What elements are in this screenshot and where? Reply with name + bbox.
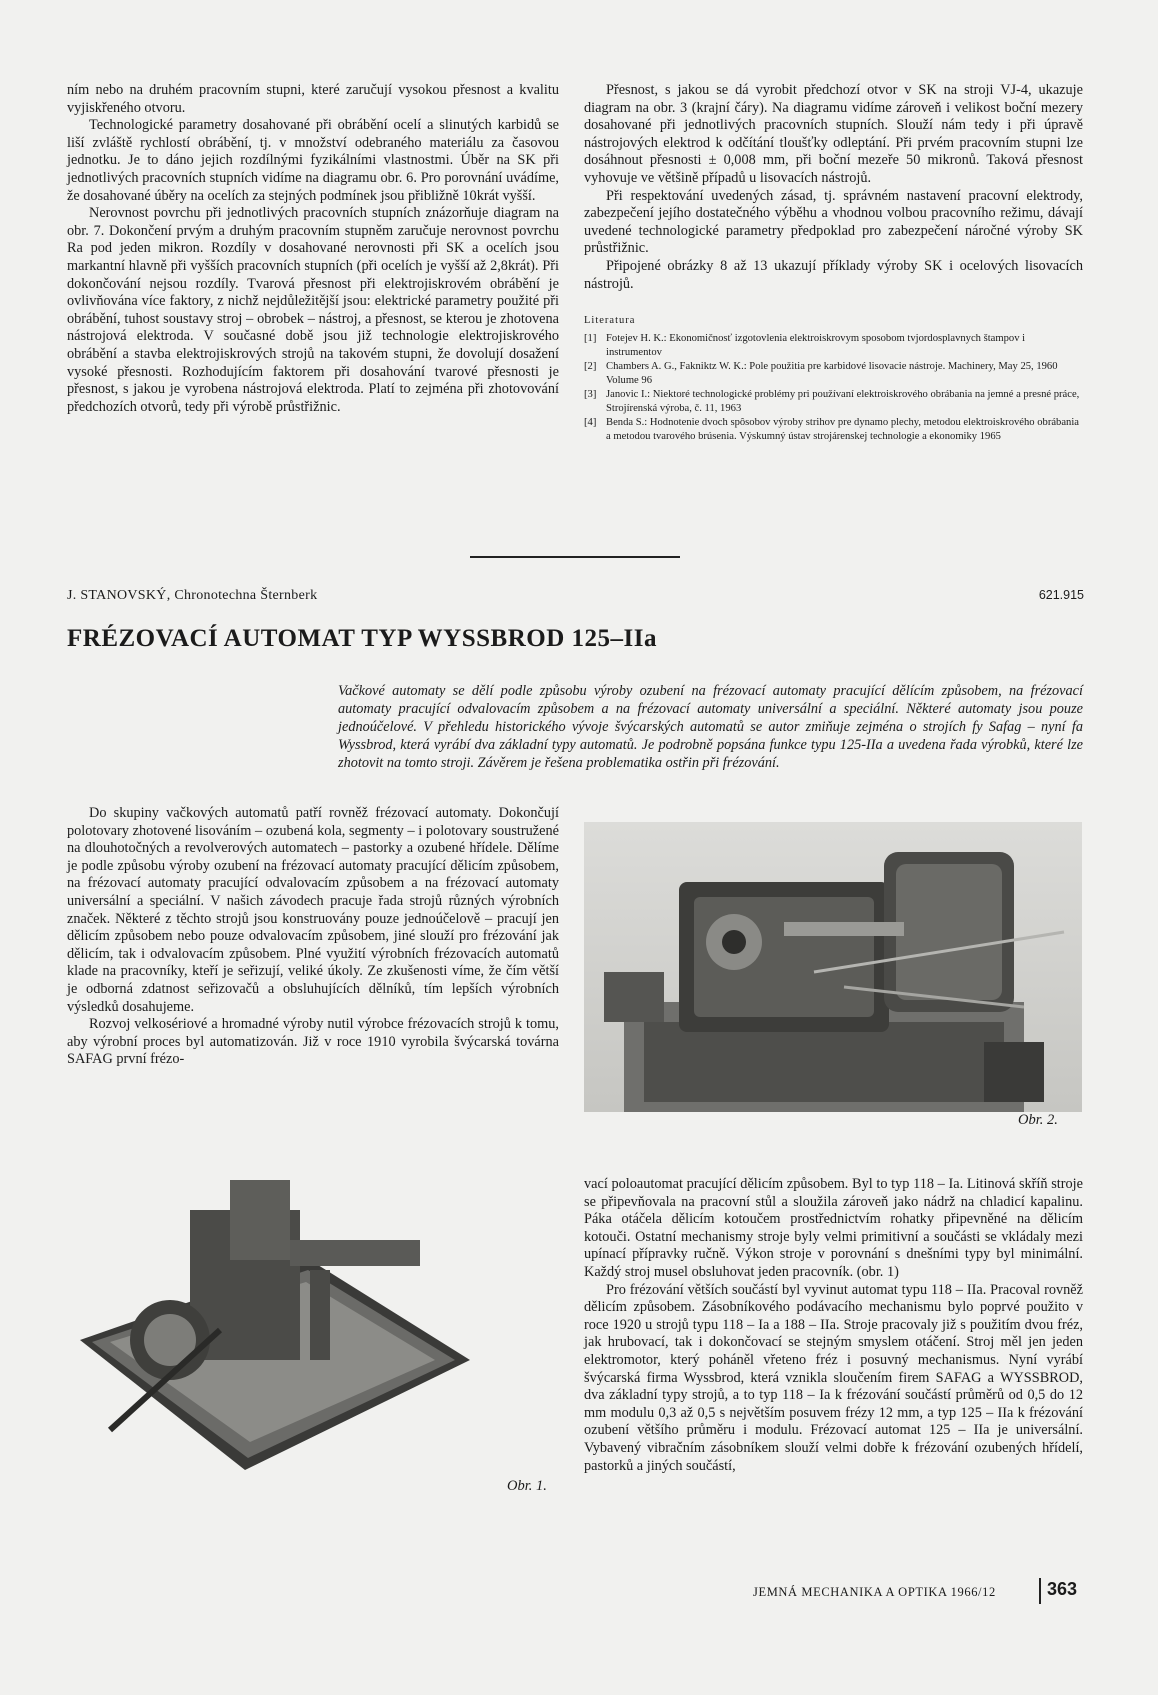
reference-item — [584, 388, 1083, 415]
udc-code: 621.915 — [1038, 588, 1084, 602]
top-left-column — [67, 82, 559, 416]
references-heading: Literatura — [584, 315, 636, 327]
reference-text: Janovic I.: Niektoré technologické problémy pri používaní elektroiskrového obrábania na jemné a presné práce, Strojírenská výroba, č. 11, 1963 — [606, 389, 1080, 414]
reference-number: [2] — [584, 361, 597, 373]
article-abstract: Vačkové automaty se dělí podle způsobu výroby ozubení na frézovací automaty pracující dělícím způsobem, na frézovací automaty pracující odvalovacím způsobem a na frézovací automaty universální a speciální. Některé automaty jsou pouze jednoúčelové. V přehledu historického vývoje švýcarských automatů se autor zmiňuje zejména o strojích fy Safag – nyní fa Wyssbrod, která vyrábí dva základní typy automatů. Je podrobně popsána funkce typu 125-IIa a uvedena řada výrobků, které lze zhotovit na tomto stroji. Závěrem je řešena problematika ostřin při frézování. — [338, 683, 1083, 771]
section-divider — [470, 556, 680, 558]
paragraph: Rozvoj velkosériové a hromadné výroby nutil výrobce frézovacích strojů k tomu, aby výrobní proces byl automatizován. Již v roce 1910 vyrobila švýcarská továrna SAFAG první frézo- — [67, 1016, 559, 1068]
paragraph: Technologické parametry dosahované při obrábění ocelí a slinutých karbidů se liší zvláště rychlostí obrábění, tj. v množství odebraného materiálu za časovou jednotku. Je to dáno jejich rozdílnými fyzikálními vlastnostmi. Úběr na SK při jednotlivých pracovních stupních vidíme na diagramu obr. 6. Pro porovnání uvádíme, že dosahované úběry na ocelích za stejných podmínek jsou přibližně 10krát vyšší. — [67, 117, 559, 204]
machine-photo-figure-2 — [584, 822, 1082, 1112]
reference-number: [1] — [584, 333, 597, 345]
milling-machine-illustration — [584, 822, 1082, 1112]
reference-text: Chambers A. G., Fakniktz W. K.: Pole použitia pre karbidové lisovacie nástroje. Machinery, May 25, 1960 Volume 96 — [606, 361, 1058, 386]
page-number: 363 — [1047, 1579, 1078, 1599]
body-left-column — [67, 805, 559, 1069]
machine-photo-figure-1 — [70, 1170, 470, 1475]
author-byline: J. STANOVSKÝ, Chronotechna Šternberk — [67, 588, 318, 603]
reference-number: [3] — [584, 389, 597, 401]
reference-item — [584, 416, 1083, 443]
paragraph: Do skupiny vačkových automatů patří rovněž frézovací automaty. Dokončují polotovary zhotovené lisováním – ozubená kola, segmenty – i polotovary soustružené na dlouhotočných a revolverových automatech – pastorky a ozubené hřídele. Dělíme je podle způsobu výroby ozubení na frézovací automaty pracující dělicím způsobem, na frézovací automaty pracující odvalovacím způsobem a na frézovací automaty universální a speciální. V našich závodech pracuje řada strojů různých výrobních značek. Některé z těchto strojů jsou konstruovány pouze jednoúčelově – pracují jen dělicím způsobem nebo pouze odvalovacím způsobem, jiné slouží pro frézování jak dělicím, tak i odvalovacím způsobem. Plné využití výrobních frézovacích automatů klade na pracovníky, kteří je seřizují, veliké úkoly. Ze zkušenosti víme, že čím větší je odborná zdatnost seřizovačů a obsluhujících dělníků, tím lepších výrobních výsledků dosahujeme. — [67, 805, 559, 1015]
paragraph: vací poloautomat pracující dělicím způsobem. Byl to typ 118 – Ia. Litinová skříň stroje se připevňovala na pracovní stůl a sloužila zároveň jako nádrž na chladicí kapalinu. Páka otáčela dělicím kotoučem prostřednictvím rohatky připevněné na dělicím kotouči. Ostatní mechanismy stroje byly velmi primitivní a součásti se vkládaly mezi upínací přípravky ručně. Výkon stroje v porovnání s dnešními typy byl minimální. Každý stroj musel obsluhovat jeden pracovník. (obr. 1) — [584, 1176, 1083, 1280]
reference-text: Benda S.: Hodnotenie dvoch spôsobov výroby strihov pre dynamo plechy, metodou elektroiskrového obrábania a metodou tvarového brúsenia. Výskumný ústav strojárenskej technologie a ekonomiky 1965 — [606, 417, 1079, 442]
figure-caption: Obr. 2. — [1018, 1112, 1058, 1128]
figure-caption: Obr. 1. — [507, 1478, 547, 1494]
article-title: FRÉZOVACÍ AUTOMAT TYP WYSSBROD 125–IIa — [67, 625, 657, 652]
reference-text: Fotejev H. K.: Ekonomičnosť izgotovlenia elektroiskrovym sposobom tvjordosplavnych štampov i instrumentov — [606, 333, 1026, 358]
paragraph: Pro frézování větších součástí byl vyvinut automat typu 118 – IIa. Pracoval rovněž dělicím způsobem. Zásobníkového podávacího mechanismu bylo poprvé použito v roce 1920 u strojů typu 118 – Ia a 188 – IIa. Stroje pracovaly již s použitím dvou fréz, jak hrubovací, tak i dokončovací se stejným smyslem otáčení. Stroj měl jen jeden elektromotor, který poháněl vřeteno fréz i posuvný mechanismus. Nyní vyrábí švýcarská firma Wyssbrod, která vznikla sloučením firem SAFAG a WYSSBROD, dva základní typy strojů, a to typ 118 – Ia k frézování součástí průměrů od 0,5 do 12 mm modulu 0,3 až 0,5 s největším posuvem frézy 12 mm, a typ 125 – IIa k frézování ozubení většího průměru i modulu. Frézovací automat 125 – IIa je universální. Vybavený vibračním zásobníkem slouží velmi dobře k frézování ozubených hřídelí, pastorků a jiných součástí, — [584, 1281, 1083, 1474]
paragraph: Přesnost, s jakou se dá vyrobit předchozí otvor v SK na stroji VJ-4, ukazuje diagram na obr. 3 (krajní čáry). Na diagramu vidíme zároveň i velikost boční mezery dosahované při jednotlivých pracovních stupních. Slouží nám tedy i při úpravě nástrojových elektrod k odčítání tloušťky odleptání. Při prvém pracovním stupni lze dosáhnout přesnosti ± 0,008 mm, při boční mezeře 50 mikronů. Taková přesnost vyhovuje ve většině případů u lisovacích nástrojů. — [584, 82, 1083, 186]
reference-item — [584, 332, 1083, 359]
paragraph: Připojené obrázky 8 až 13 ukazují příklady výroby SK i ocelových lisovacích nástrojů. — [584, 257, 1083, 292]
semi-automat-illustration — [70, 1170, 470, 1475]
reference-number: [4] — [584, 417, 597, 429]
paragraph: ním nebo na druhém pracovním stupni, které zaručují vysokou přesnost a kvalitu vyjiskřeného otvoru. — [67, 82, 559, 116]
paragraph: Nerovnost povrchu při jednotlivých pracovních stupních znázorňuje diagram na obr. 7. Dokončení prvým a druhým pracovním stupněm zaručuje nerovnost povrchu Ra pod jeden mikron. Rozdíly v dosahované nerovnosti při SK a ocelích jsou markantní hlavně při vyšších pracovních stupních (při ocelích je vyšší až 2,8krát). Při dokončování nejsou rozdíly. Tvarová přesnost při elektrojiskrovém obrábění je ovlivňována více faktory, z nichž nejdůležitější jsou: elektrické parametry použité při obrábění, tuhost soustavy stroj – obrobek – nástroj, a přesnost, se kterou je zhotovena nástrojová elektroda. V současné době jsou již technologie elektrojiskrového obrábění a stavba elektrojiskrových strojů na takovém stupni, že dovolují dosažení vysoké přesnosti. Rozhodujícím faktorem při dosahování tvarové přesnosti je přesnost, s jakou je vyrobena nástrojová elektroda. Platí to zejména při zhotovování předchozích otvorů, tedy při výrobě průstřižnic. — [67, 205, 559, 415]
journal-footer: JEMNÁ MECHANIKA A OPTIKA 1966/12 — [753, 1585, 996, 1599]
reference-item — [584, 360, 1083, 387]
references-section — [584, 315, 1083, 443]
footer-separator — [1039, 1578, 1041, 1604]
top-right-column — [584, 82, 1083, 444]
body-right-column — [584, 1176, 1083, 1475]
paragraph: Při respektování uvedených zásad, tj. správném nastavení pracovní elektrody, zabezpečení jejího dostatečného výběhu a vhodnou volbou pracovního režimu, dávají uvedené technologické parametry předpoklad pro zabezpečení náročné výroby SK průstřižnic. — [584, 187, 1083, 257]
